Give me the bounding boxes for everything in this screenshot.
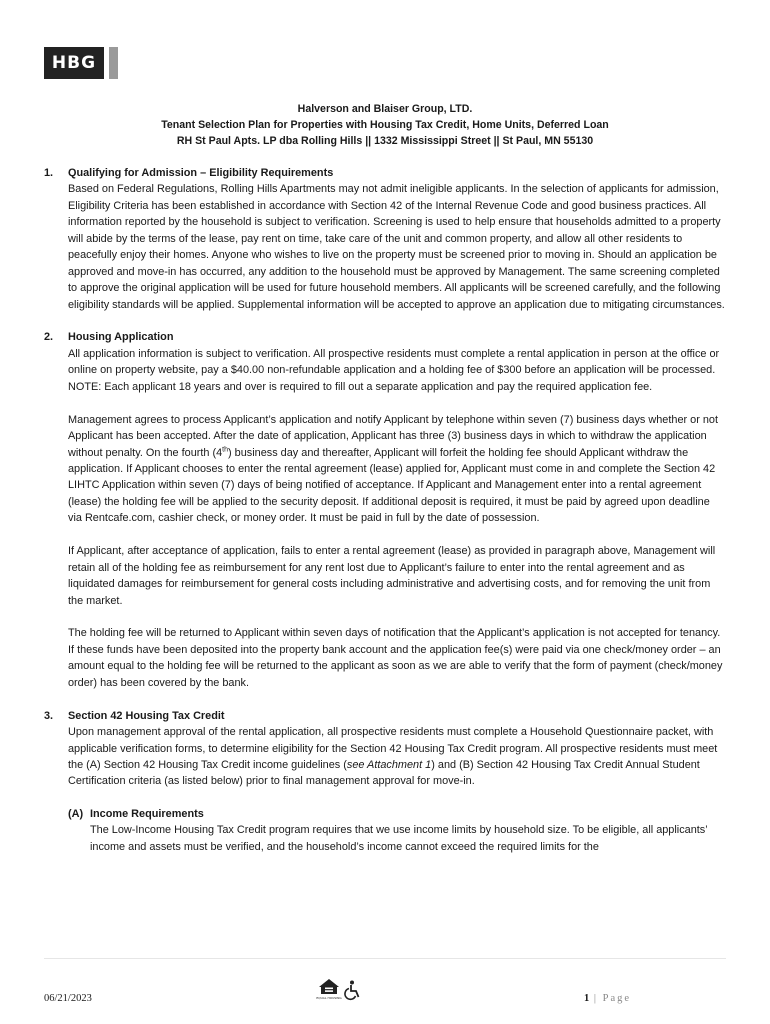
page-number xyxy=(584,993,631,1004)
section-paragraph: All application information is subject to verification. All prospective residents must complete a rental application in person at the office or online on property website, pay a $40.00 non-refundable application and a holding fee of $300 before an application will be processed. NOTE: Each applicant 18 years and over is required to fill out a separate application and pay the required application fee. xyxy=(68,347,720,393)
page-separator: | xyxy=(589,993,603,1004)
section-paragraph: Based on Federal Regulations, Rolling Hills Apartments may not admit ineligible applicants. In the selection of applicants for admission, Eligibility Criteria has been established in accordance with Section 42 of the Internal Revenue Code and good business practices. All information reported by the household is subject to verification. Screening is used to help ensure that households admitted to a property will abide by the terms of the lease, pay rent on time, take care of the unit and common property, and allow all other residents to peacefully enjoy their homes. Anyone who wishes to live on the property must be screened prior to moving in. Should an application be approved and move-in has occurred, any addition to the household must be approved by Management. The same screening completed to approve the original application will be used for future household members. All applicants will be screened carefully, and the following eligibility standards will be applied. Supplemental information will be accepted to approve an application due to mitigating circumstances. xyxy=(68,183,725,311)
section-paragraph xyxy=(68,724,726,790)
text-run: ) business day and thereafter, Applicant will forfeit the holding fee should Applicant withdraw the application. If Applicant chooses to enter the rental agreement (lease) applied for, Applicant must come in and complete the Section 42 LIHTC Application within seven (7) days of being notified of acceptance. If Applicant and Management enter into a rental agreement (lease) the holding fee will be applied to the security deposit. If additional deposit is required, it must be paid by agreed upon deadline via Rentcafe.com, cashier check, or money order. It must be paid in full by the date of possession. xyxy=(68,446,716,525)
section-number: 1. xyxy=(44,167,54,179)
attachment-reference: see Attachment 1 xyxy=(346,759,432,771)
text-run: ) and (B) Section 42 Housing Tax Credit Annual Student Certification criteria (as listed below) prior to final management approval for move-in. xyxy=(68,759,700,788)
text-run: Upon management approval of the rental application, all prospective residents must complete a Household Questionnaire packet, with applicable verification forms, to determine eligibility for the Section 42 Housing Tax Credit program. All prospective residents must meet the (A) Section 42 Housing Tax Credit income guidelines ( xyxy=(68,726,718,771)
footer-date: 06/21/2023 xyxy=(44,993,92,1004)
subsection-income-requirements xyxy=(68,806,726,855)
section-paragraph: The holding fee will be returned to Applicant within seven days of notification that the Applicant’s application is not accepted for tenancy. If these funds have been deposited into the property bank account and the application fee(s) were paid via one check/money order – an amount equal to the holding fee will be returned to the applicant as soon as we are able to verify that the form of payment (check/money order) has been covered by the bank. xyxy=(68,627,723,689)
section-paragraph xyxy=(68,412,726,527)
equal-housing-icon xyxy=(318,978,340,1000)
header-title: Tenant Selection Plan for Properties with Housing Tax Credit, Home Units, Deferred Loan xyxy=(161,119,609,131)
page-label: Page xyxy=(602,993,632,1004)
subsection-title: Income Requirements xyxy=(90,807,204,820)
accessibility-icon xyxy=(344,980,362,1000)
document-body xyxy=(44,165,726,855)
page-number-value: 1 xyxy=(584,993,590,1004)
section-tax-credit xyxy=(44,708,726,856)
section-paragraph: If Applicant, after acceptance of application, fails to enter a rental agreement (lease) as provided in paragraph above, Management will retain all of the holding fee as reimbursement for any rent lost due to Applicant’s failure to enter into the rental agreement and as liquidated damages for reimbursement for general costs including administrative and advertising costs, and for removing the unit from the market. xyxy=(68,545,716,607)
section-eligibility xyxy=(44,165,726,313)
logo-text: HBG xyxy=(44,47,104,79)
document-header xyxy=(0,101,770,149)
section-title: Section 42 Housing Tax Credit xyxy=(68,709,225,722)
footer-divider xyxy=(44,958,726,959)
section-title: Qualifying for Admission – Eligibility Requirements xyxy=(68,167,334,179)
company-logo xyxy=(44,47,118,79)
header-company: Halverson and Blaiser Group, LTD. xyxy=(297,103,473,115)
section-housing-application xyxy=(44,329,726,691)
section-number: 3. xyxy=(44,709,54,722)
text-run: Management agrees to process Applicant’s application and notify Applicant by telephone within seven (7) business days whether or not Applicant has been accepted. After the date of application, Applicant has three (3) business days in which to withdraw the application without penalty. On the fourth (4 xyxy=(68,413,719,459)
header-address: RH St Paul Apts. LP dba Rolling Hills || 1332 Mississippi Street || St Paul, MN 55130 xyxy=(176,135,594,147)
section-number: 2. xyxy=(44,331,54,344)
subsection-number: (A) xyxy=(68,807,84,820)
logo-bar xyxy=(109,47,118,79)
eho-label: EQUAL HOUSING xyxy=(316,996,342,1000)
subsection-paragraph: The Low-Income Housing Tax Credit program requires that we use income limits by household size. To be eligible, all applicants’ income and assets must be verified, and the household’s income cannot exceed the required limits for the xyxy=(90,824,708,853)
superscript: th xyxy=(222,445,229,453)
section-title: Housing Application xyxy=(68,331,174,344)
